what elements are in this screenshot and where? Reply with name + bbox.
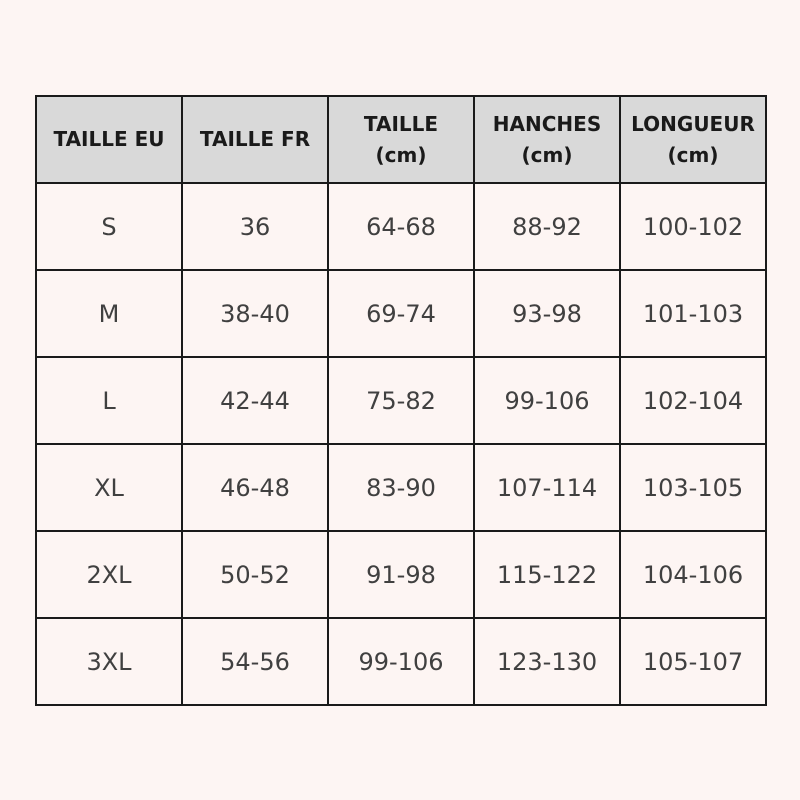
cell-taille-fr: 46-48 xyxy=(182,444,328,531)
table-row xyxy=(36,531,766,618)
cell-taille-fr: 38-40 xyxy=(182,270,328,357)
header-label: LONGUEUR xyxy=(631,111,755,136)
cell-taille-cm: 83-90 xyxy=(328,444,474,531)
cell-longueur-cm: 102-104 xyxy=(620,357,766,444)
cell-taille-cm: 91-98 xyxy=(328,531,474,618)
header-unit: (cm) xyxy=(375,142,427,167)
header-taille-fr xyxy=(182,96,328,183)
header-label: TAILLE EU xyxy=(53,127,165,151)
cell-hanches-cm: 99-106 xyxy=(474,357,620,444)
header-unit: (cm) xyxy=(521,142,573,167)
table-body xyxy=(36,183,766,705)
cell-taille-cm: 69-74 xyxy=(328,270,474,357)
cell-hanches-cm: 107-114 xyxy=(474,444,620,531)
header-unit: (cm) xyxy=(667,142,719,167)
cell-taille-eu: XL xyxy=(36,444,182,531)
cell-taille-fr: 50-52 xyxy=(182,531,328,618)
cell-hanches-cm: 93-98 xyxy=(474,270,620,357)
cell-taille-fr: 36 xyxy=(182,183,328,270)
table-row xyxy=(36,357,766,444)
cell-taille-fr: 54-56 xyxy=(182,618,328,705)
cell-taille-fr: 42-44 xyxy=(182,357,328,444)
cell-longueur-cm: 105-107 xyxy=(620,618,766,705)
table-row xyxy=(36,270,766,357)
header-label: TAILLE xyxy=(363,111,439,136)
table-row xyxy=(36,183,766,270)
cell-hanches-cm: 88-92 xyxy=(474,183,620,270)
cell-taille-eu: 3XL xyxy=(36,618,182,705)
header-taille-eu xyxy=(36,96,182,183)
header-label: TAILLE FR xyxy=(199,127,311,151)
cell-hanches-cm: 123-130 xyxy=(474,618,620,705)
cell-taille-cm: 75-82 xyxy=(328,357,474,444)
header-label: HANCHES xyxy=(492,111,602,136)
size-chart-table xyxy=(35,95,767,706)
header-hanches-cm xyxy=(474,96,620,183)
cell-longueur-cm: 101-103 xyxy=(620,270,766,357)
cell-taille-eu: M xyxy=(36,270,182,357)
header-taille-cm xyxy=(328,96,474,183)
header-longueur-cm xyxy=(620,96,766,183)
table-row xyxy=(36,618,766,705)
cell-taille-cm: 99-106 xyxy=(328,618,474,705)
table-row xyxy=(36,444,766,531)
cell-taille-eu: 2XL xyxy=(36,531,182,618)
cell-longueur-cm: 100-102 xyxy=(620,183,766,270)
header-row xyxy=(36,96,766,183)
cell-taille-cm: 64-68 xyxy=(328,183,474,270)
table-header xyxy=(36,96,766,183)
cell-taille-eu: L xyxy=(36,357,182,444)
cell-longueur-cm: 104-106 xyxy=(620,531,766,618)
cell-taille-eu: S xyxy=(36,183,182,270)
cell-hanches-cm: 115-122 xyxy=(474,531,620,618)
cell-longueur-cm: 103-105 xyxy=(620,444,766,531)
